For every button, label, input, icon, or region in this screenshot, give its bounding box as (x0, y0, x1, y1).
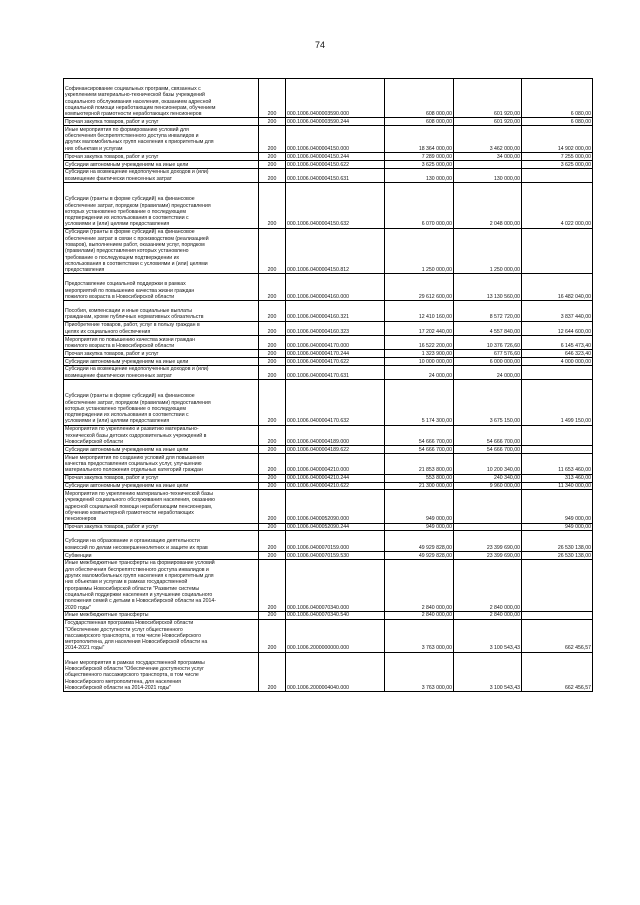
classification-code-cell: 000.1006.0400004170.631 (286, 365, 385, 379)
executed-amount-cell: 54 666 700,00 (454, 446, 522, 454)
executed-amount-cell: 3 462 000,00 (454, 126, 522, 153)
executed-amount-cell: 4 557 840,00 (454, 321, 522, 335)
planned-amount-cell: 10 000 000,00 (385, 357, 454, 365)
planned-amount-cell: 949 000,00 (385, 523, 454, 531)
grbs-code-cell: 200 (259, 126, 286, 153)
executed-amount-cell (454, 523, 522, 531)
expense-name-cell: Прочая закупка товаров, работ и услуг (64, 118, 259, 126)
table-row (64, 559, 593, 611)
executed-amount-cell: 8 572 720,00 (454, 301, 522, 322)
classification-code-cell: 000.1006.0400004170.244 (286, 350, 385, 358)
executed-amount-cell (454, 490, 522, 523)
table-row (64, 523, 593, 531)
expense-name-cell: Мероприятия по укреплению материально-технической базы учреждений социального обслуживания населения, оказанию адресной социальной помощи неработающим пенсионерам, обучению компьютерной грамотности неработающих пенсионеров (64, 490, 259, 523)
classification-code-cell: 000.1006.2000000000.000 (286, 619, 385, 652)
classification-code-cell: 000.1006.0400004150.244 (286, 153, 385, 161)
classification-code-cell: 000.1006.0400004170.632 (286, 380, 385, 426)
grbs-code-cell: 200 (259, 446, 286, 454)
grbs-code-cell: 200 (259, 531, 286, 552)
planned-amount-cell: 1 323 900,00 (385, 350, 454, 358)
remaining-amount-cell: 6 145 473,40 (522, 335, 593, 349)
expense-name-cell: Субсидии автономным учреждениям на иные цели (64, 357, 259, 365)
table-row (64, 446, 593, 454)
executed-amount-cell: 3 100 543,43 (454, 619, 522, 652)
remaining-amount-cell: 14 902 000,00 (522, 126, 593, 153)
expense-name-cell: Иные мероприятия в рамках государственной программы Новосибирской области "Обеспечение доступности услуг общественного пассажирского транспорта, в том числе Новосибирского метрополитена, для населения Новосибирской области на 2014-2021 годы" (64, 652, 259, 691)
planned-amount-cell: 2 840 000,00 (385, 611, 454, 619)
planned-amount-cell: 7 289 000,00 (385, 153, 454, 161)
classification-code-cell: 000.1006.0400004160.000 (286, 274, 385, 301)
expense-name-cell: Субсидии на образование и организацию деятельности комиссий по делам несовершеннолетних и защите их прав (64, 531, 259, 552)
expense-name-cell: Субсидии автономным учреждениям на иные цели (64, 482, 259, 490)
expense-name-cell: Софинансирование социальных программ, связанных с укреплением материально-технической базы учреждений социального обслуживания населения, оказанием адресной социальной помощи неработающим пенсионерам, обучением компьютерной грамотности неработающих пенсионеров (64, 79, 259, 118)
planned-amount-cell: 553 800,00 (385, 474, 454, 482)
expense-name-cell: Субсидии автономным учреждениям на иные цели (64, 160, 259, 168)
table-row (64, 118, 593, 126)
table-row (64, 228, 593, 274)
expense-name-cell: Государственная программа Новосибирской области "Обеспечение доступности услуг общественного пассажирского транспорта, в том числе Новосибирского метрополитена, для населения Новосибирской области на 2014-2021 годы" (64, 619, 259, 652)
grbs-code-cell: 200 (259, 474, 286, 482)
executed-amount-cell (454, 160, 522, 168)
expense-name-cell: Мероприятия по укреплению и развитию материально- технической базы детских оздоровительных учреждений в Новосибирской области (64, 425, 259, 446)
classification-code-cell: 000.1006.0400004189.000 (286, 425, 385, 446)
expense-name-cell: Пособия, компенсации и иные социальные выплаты гражданам, кроме публичных нормативных обязательств (64, 301, 259, 322)
expense-name-cell: Иные мероприятия по созданию условий для повышения качества предоставления социальных услуг, улучшению материального положения отдельных категорий граждан (64, 454, 259, 475)
remaining-amount-cell: 3 837 440,00 (522, 301, 593, 322)
remaining-amount-cell: 12 644 600,00 (522, 321, 593, 335)
executed-amount-cell: 6 000 000,00 (454, 357, 522, 365)
remaining-amount-cell: 949 000,00 (522, 523, 593, 531)
grbs-code-cell: 200 (259, 357, 286, 365)
table-row (64, 380, 593, 426)
table-row (64, 168, 593, 182)
planned-amount-cell: 6 070 000,00 (385, 183, 454, 229)
executed-amount-cell: 3 675 150,00 (454, 380, 522, 426)
planned-amount-cell: 12 410 160,00 (385, 301, 454, 322)
planned-amount-cell: 16 522 200,00 (385, 335, 454, 349)
expense-name-cell: Мероприятия по повышению качества жизни граждан пожилого возраста в Новосибирской области (64, 335, 259, 349)
remaining-amount-cell (522, 425, 593, 446)
executed-amount-cell: 130 000,00 (454, 168, 522, 182)
executed-amount-cell: 34 000,00 (454, 153, 522, 161)
planned-amount-cell: 3 625 000,00 (385, 160, 454, 168)
page-number: 74 (314, 40, 325, 50)
remaining-amount-cell: 11 653 460,00 (522, 454, 593, 475)
expense-name-cell: Субсидии (гранты в форме субсидий) на финансовое обеспечение затрат в связи с производством (реализацией товаров), выполнением работ, оказанием услуг, порядком (правилами) предоставления которых установлено требование о последующем подтверждении их использования в соответствии с условиями и (или) целями предоставления (64, 228, 259, 274)
classification-code-cell: 000.1006.0400004210.000 (286, 454, 385, 475)
table-row (64, 160, 593, 168)
executed-amount-cell: 54 666 700,00 (454, 425, 522, 446)
planned-amount-cell: 949 000,00 (385, 490, 454, 523)
table-row (64, 357, 593, 365)
executed-amount-cell: 9 960 000,00 (454, 482, 522, 490)
classification-code-cell: 000.1006.2000004040.000 (286, 652, 385, 691)
table-row (64, 365, 593, 379)
grbs-code-cell: 200 (259, 454, 286, 475)
classification-code-cell: 000.1006.0400004150.632 (286, 183, 385, 229)
grbs-code-cell: 200 (259, 335, 286, 349)
planned-amount-cell: 608 000,00 (385, 79, 454, 118)
executed-amount-cell: 601 920,00 (454, 118, 522, 126)
classification-code-cell: 000.1006.0400070340.000 (286, 559, 385, 611)
grbs-code-cell: 200 (259, 559, 286, 611)
grbs-code-cell: 200 (259, 482, 286, 490)
planned-amount-cell: 130 000,00 (385, 168, 454, 182)
planned-amount-cell: 17 202 440,00 (385, 321, 454, 335)
grbs-code-cell: 200 (259, 490, 286, 523)
remaining-amount-cell: 662 456,57 (522, 652, 593, 691)
remaining-amount-cell: 11 340 000,00 (522, 482, 593, 490)
table-row (64, 482, 593, 490)
remaining-amount-cell: 949 000,00 (522, 490, 593, 523)
executed-amount-cell: 10 200 340,00 (454, 454, 522, 475)
table-row (64, 474, 593, 482)
remaining-amount-cell: 4 022 000,00 (522, 183, 593, 229)
grbs-code-cell: 200 (259, 380, 286, 426)
grbs-code-cell: 200 (259, 365, 286, 379)
remaining-amount-cell: 646 323,40 (522, 350, 593, 358)
remaining-amount-cell: 26 530 138,00 (522, 531, 593, 552)
classification-code-cell: 000.1006.0400052090.244 (286, 523, 385, 531)
classification-code-cell: 000.1006.0400004150.812 (286, 228, 385, 274)
remaining-amount-cell: 6 080,00 (522, 79, 593, 118)
table-row (64, 531, 593, 552)
planned-amount-cell: 18 364 000,00 (385, 126, 454, 153)
executed-amount-cell: 23 399 690,00 (454, 531, 522, 552)
expense-name-cell: Прочая закупка товаров, работ и услуг (64, 153, 259, 161)
executed-amount-cell: 10 376 726,60 (454, 335, 522, 349)
table-row (64, 301, 593, 322)
planned-amount-cell: 3 763 000,00 (385, 619, 454, 652)
executed-amount-cell: 601 920,00 (454, 79, 522, 118)
expense-name-cell: Приобретение товаров, работ, услуг в пользу граждан в целях их социального обеспечения (64, 321, 259, 335)
table-row (64, 183, 593, 229)
expense-name-cell: Иные межбюджетные трансферты на формирование условий для обеспечения беспрепятственного доступа инвалидов и других маломобильных групп населения к приоритетным для них объектам и услугам в рамках государственной программы Новосибирской области "Развитие системы социальной поддержки населения и улучшение социального положения семей с детьми в Новосибирской области на 2014- 2020 годы" (64, 559, 259, 611)
table-row (64, 79, 593, 118)
expense-name-cell: Прочая закупка товаров, работ и услуг (64, 350, 259, 358)
grbs-code-cell: 200 (259, 79, 286, 118)
classification-code-cell: 000.1006.0400052090.000 (286, 490, 385, 523)
grbs-code-cell: 200 (259, 183, 286, 229)
classification-code-cell: 000.1006.0400004160.321 (286, 301, 385, 322)
expense-name-cell: Иные межбюджетные трансферты (64, 611, 259, 619)
remaining-amount-cell: 26 530 138,00 (522, 551, 593, 559)
grbs-code-cell: 200 (259, 551, 286, 559)
expense-name-cell: Субсидии (гранты в форме субсидий) на финансовое обеспечение затрат, порядком (правилами) предоставления которых установлено требование о последующем подтверждении их использования в соответствии с условиями и (или) целями предоставления (64, 183, 259, 229)
table-row (64, 611, 593, 619)
remaining-amount-cell (522, 365, 593, 379)
remaining-amount-cell (522, 559, 593, 611)
grbs-code-cell: 200 (259, 611, 286, 619)
remaining-amount-cell: 4 000 000,00 (522, 357, 593, 365)
table-row (64, 652, 593, 691)
table-row (64, 454, 593, 475)
table-row (64, 490, 593, 523)
executed-amount-cell: 3 100 543,43 (454, 652, 522, 691)
table-row (64, 153, 593, 161)
expense-name-cell: Субсидии автономным учреждениям на иные цели (64, 446, 259, 454)
executed-amount-cell: 2 840 000,00 (454, 559, 522, 611)
remaining-amount-cell: 3 625 000,00 (522, 160, 593, 168)
executed-amount-cell: 2 840 000,00 (454, 611, 522, 619)
planned-amount-cell: 54 666 700,00 (385, 446, 454, 454)
expense-name-cell: Иные мероприятия по формированию условий для обеспечения беспрепятственного доступа инвалидов и других маломобильных групп населения к приоритетным для них объектам и услугам (64, 126, 259, 153)
executed-amount-cell: 677 576,60 (454, 350, 522, 358)
planned-amount-cell: 1 250 000,00 (385, 228, 454, 274)
planned-amount-cell: 49 929 828,00 (385, 531, 454, 552)
grbs-code-cell: 200 (259, 160, 286, 168)
remaining-amount-cell (522, 446, 593, 454)
grbs-code-cell: 200 (259, 619, 286, 652)
grbs-code-cell: 200 (259, 274, 286, 301)
grbs-code-cell: 200 (259, 168, 286, 182)
planned-amount-cell: 54 666 700,00 (385, 425, 454, 446)
remaining-amount-cell: 313 460,00 (522, 474, 593, 482)
table-row (64, 619, 593, 652)
remaining-amount-cell: 662 456,57 (522, 619, 593, 652)
executed-amount-cell: 2 048 000,00 (454, 183, 522, 229)
classification-code-cell: 000.1006.0400003590.244 (286, 118, 385, 126)
expense-name-cell: Субсидии на возмещение недополученных доходов и (или) возмещение фактически понесенных затрат (64, 365, 259, 379)
executed-amount-cell: 24 000,00 (454, 365, 522, 379)
classification-code-cell: 000.1006.0400070159.530 (286, 551, 385, 559)
table-row (64, 274, 593, 301)
planned-amount-cell: 29 612 600,00 (385, 274, 454, 301)
grbs-code-cell: 200 (259, 321, 286, 335)
grbs-code-cell: 200 (259, 425, 286, 446)
grbs-code-cell: 200 (259, 118, 286, 126)
grbs-code-cell: 200 (259, 301, 286, 322)
classification-code-cell: 000.1006.0400070159.000 (286, 531, 385, 552)
executed-amount-cell: 23 399 690,00 (454, 551, 522, 559)
grbs-code-cell: 200 (259, 228, 286, 274)
planned-amount-cell: 24 000,00 (385, 365, 454, 379)
classification-code-cell: 000.1006.0400004160.323 (286, 321, 385, 335)
classification-code-cell: 000.1006.0400004150.622 (286, 160, 385, 168)
classification-code-cell: 000.1006.0400004170.000 (286, 335, 385, 349)
grbs-code-cell: 200 (259, 523, 286, 531)
table-row (64, 350, 593, 358)
expense-name-cell: Прочая закупка товаров, работ и услуг (64, 474, 259, 482)
planned-amount-cell: 49 929 828,00 (385, 551, 454, 559)
expense-name-cell: Прочая закупка товаров, работ и услуг (64, 523, 259, 531)
remaining-amount-cell (522, 168, 593, 182)
classification-code-cell: 000.1006.0400070340.540 (286, 611, 385, 619)
classification-code-cell: 000.1006.0400004150.000 (286, 126, 385, 153)
planned-amount-cell: 21 300 000,00 (385, 482, 454, 490)
table-row (64, 551, 593, 559)
classification-code-cell: 000.1006.0400004189.622 (286, 446, 385, 454)
remaining-amount-cell: 1 499 150,00 (522, 380, 593, 426)
planned-amount-cell: 608 000,00 (385, 118, 454, 126)
classification-code-cell: 000.1006.0400004150.631 (286, 168, 385, 182)
remaining-amount-cell: 6 080,00 (522, 118, 593, 126)
classification-code-cell: 000.1006.0400003590.000 (286, 79, 385, 118)
expense-name-cell: Предоставление социальной поддержки в рамках мероприятий по повышению качества жизни граждан пожилого возраста в Новосибирской области (64, 274, 259, 301)
table-row (64, 425, 593, 446)
classification-code-cell: 000.1006.0400004210.244 (286, 474, 385, 482)
remaining-amount-cell (522, 228, 593, 274)
executed-amount-cell: 1 250 000,00 (454, 228, 522, 274)
grbs-code-cell: 200 (259, 153, 286, 161)
table-row (64, 126, 593, 153)
budget-table-body (64, 79, 593, 692)
executed-amount-cell: 13 130 560,00 (454, 274, 522, 301)
planned-amount-cell: 2 840 000,00 (385, 559, 454, 611)
planned-amount-cell: 5 174 300,00 (385, 380, 454, 426)
planned-amount-cell: 3 763 000,00 (385, 652, 454, 691)
executed-amount-cell: 240 340,00 (454, 474, 522, 482)
planned-amount-cell: 21 853 800,00 (385, 454, 454, 475)
remaining-amount-cell: 16 482 040,00 (522, 274, 593, 301)
classification-code-cell: 000.1006.0400004210.622 (286, 482, 385, 490)
table-row (64, 321, 593, 335)
grbs-code-cell: 200 (259, 652, 286, 691)
expense-name-cell: Субсидии (гранты в форме субсидий) на финансовое обеспечение затрат, порядком (правилами) предоставления которых установлено требование о последующем подтверждении их использования в соответствии с условиями и (или) целями предоставления (64, 380, 259, 426)
expense-name-cell: Субвенции (64, 551, 259, 559)
budget-table (63, 78, 593, 692)
table-row (64, 335, 593, 349)
classification-code-cell: 000.1006.0400004170.622 (286, 357, 385, 365)
remaining-amount-cell: 7 255 000,00 (522, 153, 593, 161)
expense-name-cell: Субсидии на возмещение недополученных доходов и (или) возмещение фактически понесенных затрат (64, 168, 259, 182)
grbs-code-cell: 200 (259, 350, 286, 358)
remaining-amount-cell (522, 611, 593, 619)
